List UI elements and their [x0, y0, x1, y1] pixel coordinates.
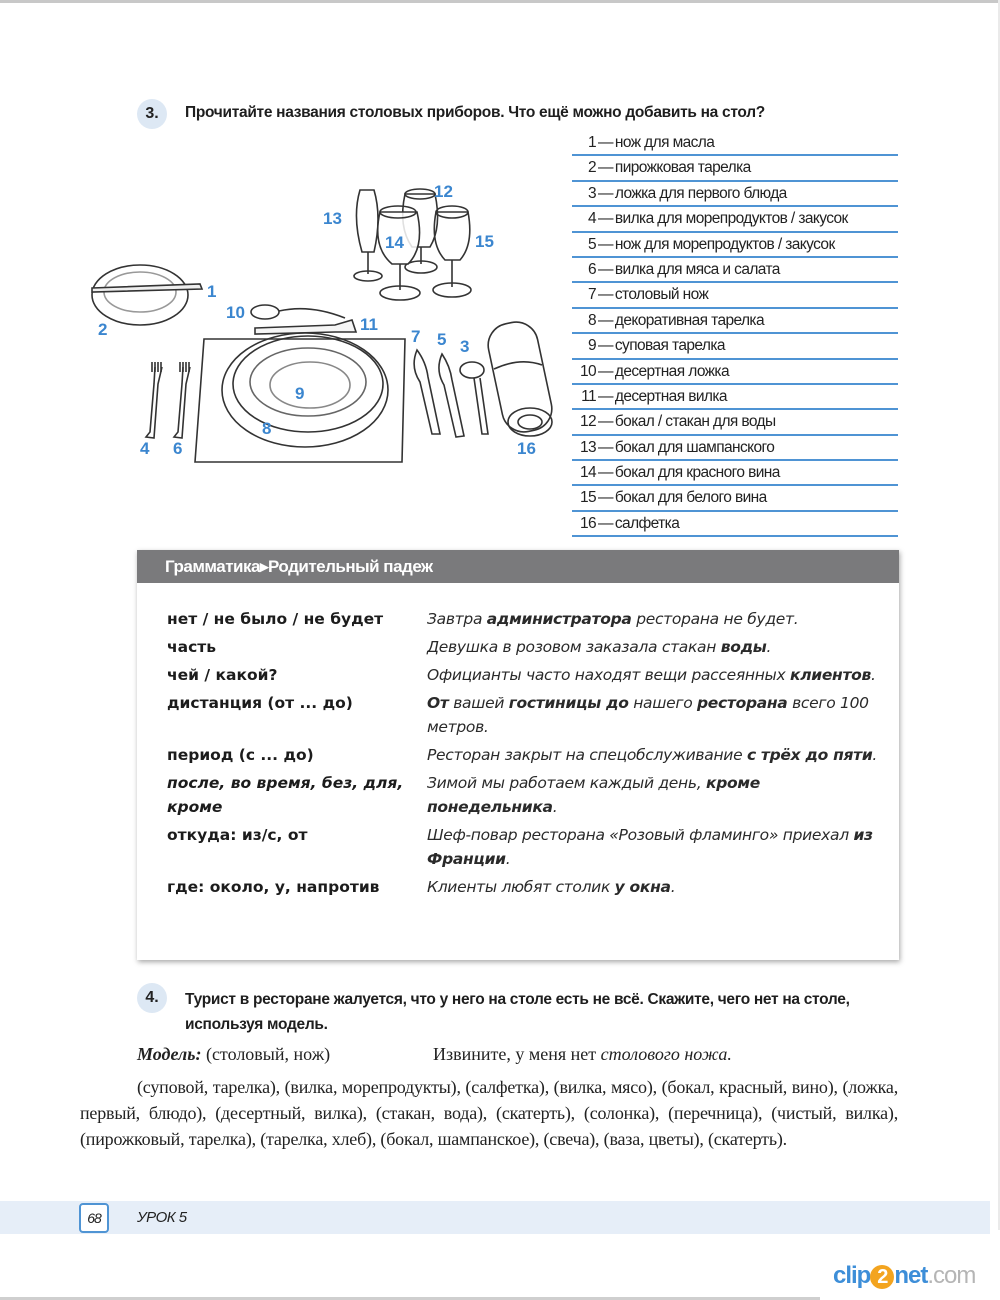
bread-plate	[92, 265, 188, 325]
watermark-part-2: 2	[870, 1265, 894, 1289]
legend-item	[572, 385, 898, 410]
legend-text: вилка для мяса и салата	[614, 260, 780, 278]
legend-number: 13	[579, 438, 596, 456]
dessert-fork	[255, 320, 356, 334]
grammar-usage: дистанция (от ... до)	[167, 694, 353, 712]
grammar-row	[167, 875, 887, 899]
grammar-example	[427, 691, 887, 739]
legend-dash: —	[598, 260, 613, 278]
grammar-example-emphasis: клиентов	[790, 666, 871, 684]
grammar-row	[167, 607, 887, 631]
meat-fork	[174, 362, 190, 438]
legend-number: 5	[587, 235, 596, 253]
legend-item	[572, 334, 898, 359]
grammar-example-text: .	[872, 746, 878, 764]
exercise-3-number-badge	[137, 99, 167, 129]
red-wine-glass	[378, 206, 420, 300]
grammar-example-emphasis: гостиницы до	[508, 694, 629, 712]
soup-spoon	[460, 362, 484, 378]
grammar-example	[427, 743, 887, 767]
legend-text: суповая тарелка	[614, 337, 725, 355]
legend-text: пирожковая тарелка	[614, 159, 751, 177]
grammar-example-emphasis: у окна	[614, 878, 671, 896]
grammar-example-text: .	[871, 666, 876, 684]
label-3: 3	[460, 337, 470, 356]
grammar-example-emphasis: воды	[720, 638, 767, 656]
grammar-example-text: всего 100 метров.	[427, 694, 869, 736]
grammar-example-text: нашего	[628, 694, 698, 712]
grammar-example	[427, 663, 887, 687]
grammar-example-text: Завтра	[427, 610, 487, 628]
grammar-example-text: Шеф-повар ресторана «Розовый фламинго» приехал	[427, 826, 854, 844]
top-border	[0, 0, 1000, 3]
legend-number: 8	[587, 311, 596, 329]
legend-item	[572, 182, 898, 207]
grammar-row	[167, 691, 887, 739]
legend-dash: —	[598, 235, 613, 253]
legend-dash: —	[598, 159, 613, 177]
grammar-row	[167, 823, 887, 871]
label-8: 8	[262, 419, 272, 438]
legend-item	[572, 461, 898, 486]
grammar-example	[427, 823, 887, 871]
legend-number: 11	[581, 387, 596, 405]
grammar-row	[167, 663, 887, 687]
legend-dash: —	[598, 514, 613, 532]
napkin-roll	[484, 318, 556, 436]
grammar-example	[427, 607, 887, 631]
legend-item	[572, 233, 898, 258]
label-1: 1	[207, 282, 217, 301]
legend-text: нож для масла	[614, 134, 715, 151]
label-4: 4	[140, 439, 150, 458]
legend-item	[572, 309, 898, 334]
legend-number: 4	[587, 210, 596, 228]
legend-item	[572, 258, 898, 283]
legend-number: 1	[587, 134, 596, 151]
legend-number: 15	[579, 489, 596, 507]
label-14: 14	[385, 233, 404, 252]
legend-item	[572, 486, 898, 511]
grammar-usage: откуда: из/с, от	[167, 826, 308, 844]
legend-dash: —	[598, 210, 613, 228]
model-answer-italic: столового ножа.	[600, 1044, 732, 1064]
decorative-plate	[222, 333, 388, 447]
label-12: 12	[434, 182, 453, 201]
exercise-4-title: Турист в ресторане жалуется, что у него на столе есть не всё. Скажите, чего нет на столе, используя модель.	[185, 991, 850, 1033]
grammar-usage: после, во время, без, для, кроме	[167, 774, 404, 816]
legend-number: 16	[579, 514, 596, 532]
grammar-example-text: .	[505, 850, 511, 868]
watermark-part-com: .com	[927, 1262, 976, 1289]
legend-dash: —	[598, 438, 613, 456]
legend-dash: —	[598, 387, 613, 405]
page-number: 68	[79, 1203, 109, 1233]
grammar-usage: нет / не было / не будет	[167, 610, 384, 628]
model-answer	[433, 1044, 732, 1065]
legend-dash: —	[598, 489, 613, 507]
white-wine-glass	[433, 206, 471, 297]
grammar-example-text: .	[670, 878, 676, 896]
grammar-example	[427, 875, 887, 899]
label-9: 9	[295, 384, 305, 403]
legend-item	[572, 283, 898, 308]
legend-dash: —	[598, 184, 613, 202]
grammar-example-text: Девушка в розовом заказала стакан	[427, 638, 721, 656]
grammar-example-text: Клиенты любят столик	[427, 878, 615, 896]
legend-dash: —	[598, 362, 613, 380]
legend-number: 14	[579, 464, 596, 482]
grammar-example-text: .	[552, 798, 558, 816]
grammar-example-text: вашей	[448, 694, 509, 712]
legend-number: 3	[587, 184, 596, 202]
butter-knife	[92, 284, 202, 292]
legend-item	[572, 360, 898, 385]
legend-text: десертная вилка	[614, 387, 727, 405]
label-6: 6	[173, 439, 183, 458]
watermark-part-clip: clip	[833, 1262, 871, 1289]
legend-item	[572, 436, 898, 461]
model-prompt: (столовый, нож)	[205, 1044, 331, 1064]
grammar-example-emphasis: кроме понедельника	[427, 774, 760, 816]
dinner-knife	[414, 350, 440, 434]
exercise-4-number-badge	[137, 983, 167, 1013]
legend-dash: —	[598, 337, 613, 355]
watermark-logo	[833, 1262, 975, 1290]
grammar-example-text: ресторана не будет.	[631, 610, 799, 628]
lesson-label: УРОК 5	[137, 1209, 187, 1226]
exercise-3-number: 3.	[145, 105, 159, 122]
label-13: 13	[323, 209, 342, 228]
grammar-rows	[167, 607, 887, 903]
exercise-4-word-list: (суповой, тарелка), (вилка, морепродукты), (салфетка), (вилка, мясо), (бокал, красный, вино), (ложка, первый, блюдо), (десертный, вилка), (стакан, вода), (скатерть), (солонка), (перечница), (чистый, вилка), (пирожковый, тарелка), (тарелка, хлеб), (бокал, шампанское), (свеча), (ваза, цветы), (скатерть).	[80, 1077, 898, 1149]
grammar-header	[137, 550, 899, 583]
label-15: 15	[475, 232, 494, 251]
watermark-part-net: net	[894, 1262, 928, 1289]
legend-text: десертная ложка	[614, 362, 729, 380]
legend-text: вилка для морепродуктов / закусок	[614, 210, 848, 228]
legend-dash: —	[598, 286, 613, 304]
legend-text: бокал для красного вина	[614, 464, 780, 482]
dessert-spoon	[251, 305, 279, 319]
legend-text: бокал / стакан для воды	[614, 413, 776, 431]
grammar-example-text: Официанты часто находят вещи рассеянных	[427, 666, 790, 684]
grammar-example-emphasis: из Франции	[427, 826, 873, 868]
grammar-example-text: Зимой мы работаем каждый день,	[427, 774, 706, 792]
label-5: 5	[437, 330, 447, 349]
legend-text: столовый нож	[614, 286, 709, 304]
legend-dash: —	[598, 413, 613, 431]
label-7: 7	[411, 327, 421, 346]
grammar-example	[427, 771, 887, 819]
legend-item	[572, 131, 898, 156]
model-label: Модель:	[137, 1044, 202, 1064]
legend-text: декоративная тарелка	[614, 311, 764, 329]
exercise-3-title: Прочитайте названия столовых приборов. Что ещё можно добавить на стол?	[185, 104, 765, 121]
legend-dash: —	[598, 134, 613, 151]
grammar-example	[427, 635, 887, 659]
legend-item	[572, 207, 898, 232]
legend-number: 12	[579, 413, 596, 431]
legend-number: 9	[587, 337, 596, 355]
grammar-topic: Родительный падеж	[268, 557, 433, 576]
label-10: 10	[226, 303, 245, 322]
grammar-usage: часть	[167, 638, 217, 656]
model-answer-prefix: Извините, у меня нет	[433, 1044, 601, 1064]
legend-text: нож для морепродуктов / закусок	[614, 235, 835, 253]
legend-number: 10	[579, 362, 596, 380]
grammar-section: Грамматика	[165, 557, 260, 576]
label-16: 16	[517, 439, 536, 458]
tableware-legend	[572, 131, 898, 537]
legend-text: салфетка	[614, 514, 680, 532]
grammar-example-emphasis: с трёх до пяти	[746, 746, 873, 764]
legend-number: 2	[587, 159, 596, 177]
grammar-row	[167, 743, 887, 767]
grammar-row	[167, 635, 887, 659]
legend-number: 7	[587, 286, 596, 304]
table-setting-drawing	[80, 172, 560, 472]
table-setting-illustration	[80, 172, 560, 472]
grammar-example-emphasis: ресторана	[697, 694, 788, 712]
legend-text: бокал для белого вина	[614, 489, 767, 507]
grammar-usage: чей / какой?	[167, 666, 278, 684]
legend-dash: —	[598, 464, 613, 482]
legend-dash: —	[598, 311, 613, 329]
legend-text: бокал для шампанского	[614, 438, 775, 456]
label-11: 11	[360, 315, 378, 334]
triangle-right-icon: ▸	[259, 557, 268, 576]
seafood-fork	[146, 362, 162, 438]
soup-plate	[250, 348, 366, 416]
legend-item	[572, 410, 898, 435]
grammar-usage: период (с ... до)	[167, 746, 314, 764]
grammar-example-text: .	[766, 638, 772, 656]
legend-text: ложка для первого блюда	[614, 184, 787, 202]
label-2: 2	[98, 320, 108, 339]
grammar-example-text: Ресторан закрыт на спецобслуживание	[427, 746, 747, 764]
grammar-example-emphasis: администратора	[486, 610, 632, 628]
model-example	[137, 1044, 330, 1065]
legend-number: 6	[587, 260, 596, 278]
legend-item	[572, 156, 898, 181]
legend-item	[572, 512, 898, 537]
grammar-example-emphasis: От	[427, 694, 449, 712]
exercise-4-number: 4.	[145, 989, 159, 1006]
grammar-row	[167, 771, 887, 819]
grammar-box	[137, 550, 899, 960]
grammar-usage: где: около, у, напротив	[167, 878, 380, 896]
